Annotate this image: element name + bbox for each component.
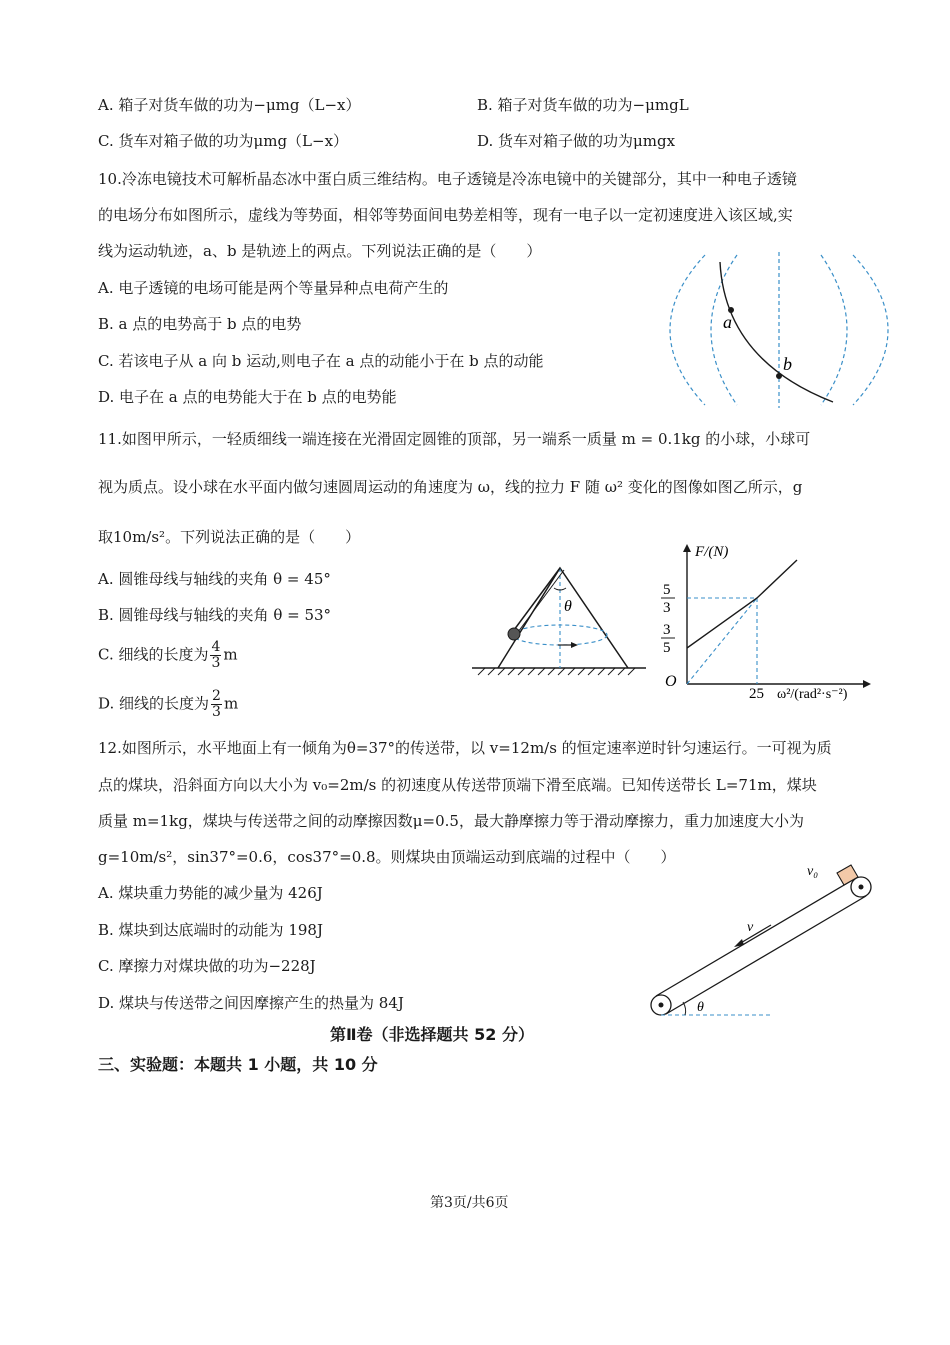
q12-conveyor-figure: [645, 855, 885, 1020]
q11-option-a: A. 圆锥母线与轴线的夹角 θ = 45°: [98, 570, 331, 588]
svg-text:25: 25: [749, 686, 764, 702]
q11-stem-line3: 取10m/s²。下列说法正确的是（ ）: [98, 528, 361, 546]
trajectory-curve: [720, 262, 833, 402]
svg-text:v₀: v₀: [807, 864, 819, 879]
q10-field-figure: [665, 250, 895, 410]
equipotential-line: [853, 255, 888, 405]
q9-option-d: D. 货车对箱子做的功为μmgx: [477, 132, 676, 150]
svg-text:O: O: [665, 673, 677, 690]
graph-line: [687, 560, 797, 648]
q10-option-b: B. a 点的电势高于 b 点的电势: [98, 315, 302, 333]
coal-block: [837, 865, 858, 885]
q9-option-a: A. 箱子对货车做的功为−μmg（L−x）: [98, 96, 361, 114]
label-a: a: [723, 312, 732, 332]
q10-stem-line2: 的电场分布如图所示，虚线为等势面，相邻等势面间电势差相等，现有一电子以一定初速度进入该区域,实: [98, 206, 793, 224]
unit: m: [223, 645, 238, 664]
svg-text:θ: θ: [564, 598, 572, 615]
q11-cone-figure: [470, 548, 650, 678]
section3-title: 三、实验题：本题共 1 小题，共 10 分: [98, 1055, 378, 1074]
q12-stem-line1: 12.如图所示，水平地面上有一倾角为θ=37°的传送带，以 v=12m/s 的恒定速率逆时针匀速运行。一可视为质: [98, 739, 832, 757]
svg-text:v: v: [747, 920, 754, 935]
q11-option-d-label: D. 细线的长度为: [98, 694, 210, 713]
equipotential-line: [670, 255, 705, 405]
q9-option-b: B. 箱子对货车做的功为−μmgL: [477, 96, 689, 114]
q10-option-c: C. 若该电子从 a 向 b 运动,则电子在 a 点的动能小于在 b 点的动能: [98, 352, 544, 370]
q11-stem-line2: 视为质点。设小球在水平面内做匀速圆周运动的角速度为 ω，线的拉力 F 随 ω² 变化的图像如图乙所示，g: [98, 478, 803, 496]
svg-text:3: 3: [663, 600, 671, 616]
label-b: b: [783, 354, 792, 374]
svg-text:5: 5: [663, 582, 671, 598]
q12-option-c: C. 摩擦力对煤块做的功为−228J: [98, 957, 316, 975]
equipotential-line: [821, 255, 847, 405]
q12-option-d: D. 煤块与传送带之间因摩擦产生的热量为 84J: [98, 994, 404, 1012]
svg-text:F/(N): F/(N): [695, 544, 729, 560]
q12-stem-line2: 点的煤块，沿斜面方向以大小为 v₀=2m/s 的初速度从传送带顶端下滑至底端。已知传送带长 L=71m，煤块: [98, 776, 817, 794]
q11-graph-figure: [655, 538, 880, 708]
q11-option-c: [98, 640, 238, 671]
q12-stem-line3: 质量 m=1kg，煤块与传送带之间的动摩擦因数μ=0.5，最大静摩擦力等于滑动摩擦力，重力加速度大小为: [98, 812, 804, 830]
q11-option-c-label: C. 细线的长度为: [98, 645, 209, 664]
q11-stem-line1: 11.如图甲所示，一轻质细线一端连接在光滑固定圆锥的顶部，另一端系一质量 m = 0.1kg 的小球，小球可: [98, 430, 811, 448]
ball: [508, 628, 520, 640]
q12-option-b: B. 煤块到达底端时的动能为 198J: [98, 921, 323, 939]
q12-stem-line4: g=10m/s²，sin37°=0.6，cos37°=0.8。则煤块由顶端运动到底端的过程中（ ）: [98, 848, 676, 866]
q10-stem-line3: 线为运动轨迹，a、b 是轨迹上的两点。下列说法正确的是（ ）: [98, 242, 542, 260]
q10-stem-line1: 10.冷冻电镜技术可解析晶态冰中蛋白质三维结构。电子透镜是冷冻电镜中的关键部分，其中一种电子透镜: [98, 170, 797, 188]
q11-option-d: [98, 689, 238, 720]
part2-title: 第Ⅱ卷（非选择题共 52 分）: [330, 1025, 534, 1044]
point-b: [776, 373, 782, 379]
q10-option-d: D. 电子在 a 点的电势能大于在 b 点的电势能: [98, 388, 397, 406]
svg-text:5: 5: [663, 640, 671, 656]
q12-option-a: A. 煤块重力势能的减少量为 426J: [98, 884, 323, 902]
unit: m: [223, 694, 239, 713]
q9-option-c: C. 货车对箱子做的功为μmg（L−x）: [98, 132, 349, 150]
page-footer: 第3页/共6页: [430, 1195, 509, 1211]
fraction: $\frac{2}{3}$: [212, 688, 221, 720]
fraction: $\frac{4}{3}$: [211, 639, 221, 671]
svg-text:θ: θ: [697, 1000, 704, 1015]
q11-option-b: B. 圆锥母线与轴线的夹角 θ = 53°: [98, 606, 332, 624]
svg-text:ω²/(rad²·s⁻²): ω²/(rad²·s⁻²): [777, 687, 848, 702]
q10-option-a: A. 电子透镜的电场可能是两个等量异种点电荷产生的: [98, 279, 449, 297]
svg-text:3: 3: [663, 622, 671, 638]
